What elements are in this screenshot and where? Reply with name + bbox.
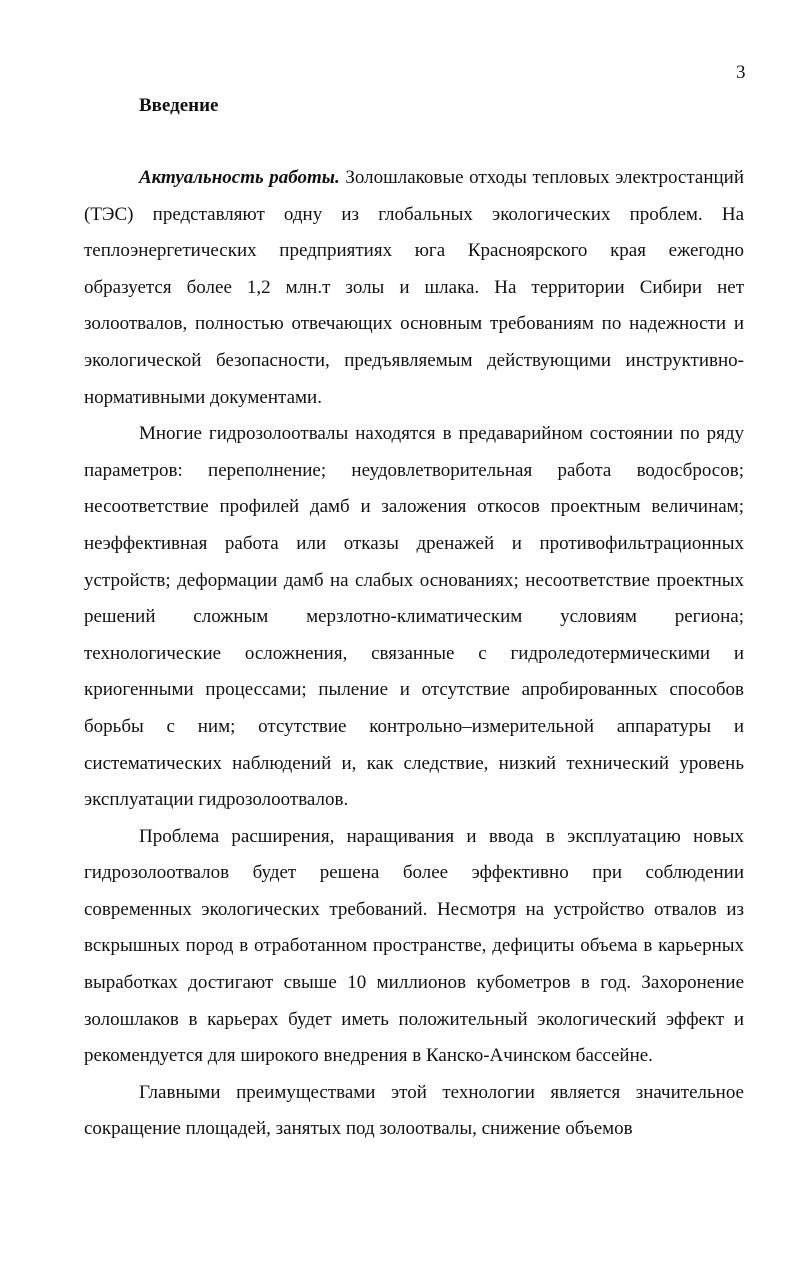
- paragraph-relevance: [84, 160, 744, 416]
- paragraph-hydro-ash-dumps: Многие гидрозолоотвалы находятся в предаварийном состоянии по ряду параметров: переполнение; неудовлетворительная работа водосбросов; несоответствие профилей дамб и заложения откосов проектным величинам; неэффективная работа или отказы дренажей и противофильтрационных устройств; деформации дамб на слабых основаниях; несоответствие проектных решений сложным мерзлотно-климатическим условиям региона; технологические осложнения, связанные с гидроледотермическими и криогенными процессами; пыление и отсутствие апробированных способов борьбы с ним; отсутствие контрольно–измерительной аппаратуры и систематических наблюдений и, как следствие, низкий технический уровень эксплуатации гидрозолоотвалов.: [84, 423, 744, 811]
- page-number: 3: [736, 62, 746, 83]
- paragraph-lead: Актуальность работы.: [139, 167, 340, 188]
- body-text: [84, 160, 744, 1148]
- paragraph-advantages: Главными преимуществами этой технологии является значительное сокращение площадей, занятых под золоотвалы, снижение объемов: [84, 1081, 744, 1140]
- paragraph-text: Золошлаковые отходы тепловых электростанций (ТЭС) представляют одну из глобальных экологических проблем. На теплоэнергетических предприятиях юга Красноярского края ежегодно образуется более 1,2 млн.т золы и шлака. На территории Сибири нет золоотвалов, полностью отвечающих основным требованиям по надежности и экологической безопасности, предъявляемым действующими инструктивно-нормативными документами.: [84, 167, 744, 408]
- section-heading: Введение: [139, 95, 219, 116]
- paragraph-expansion-problem: Проблема расширения, наращивания и ввода в эксплуатацию новых гидрозолоотвалов будет решена более эффективно при соблюдении современных экологических требований. Несмотря на устройство отвалов из вскрышных пород в отработанном пространстве, дефициты объема в карьерных выработках достигают свыше 10 миллионов кубометров в год. Захоронение золошлаков в карьерах будет иметь положительный экологический эффект и рекомендуется для широкого внедрения в Канско-Ачинском бассейне.: [84, 825, 744, 1067]
